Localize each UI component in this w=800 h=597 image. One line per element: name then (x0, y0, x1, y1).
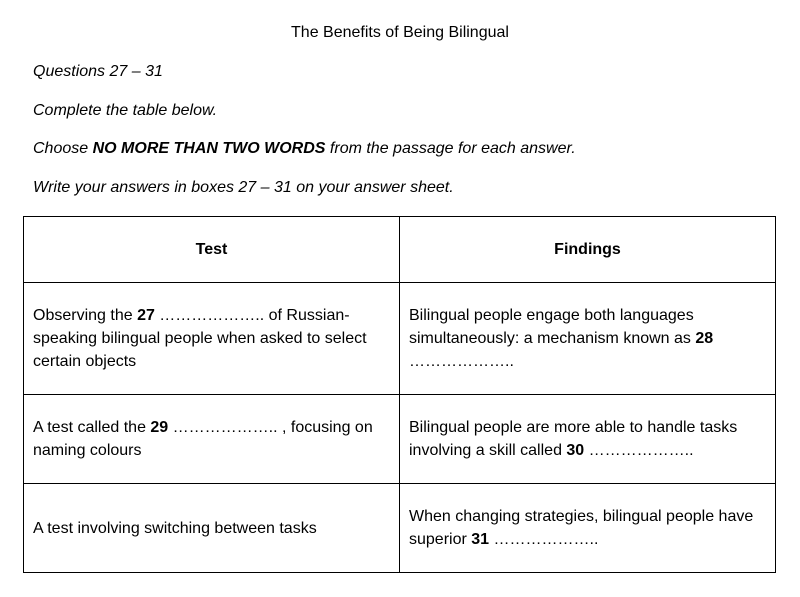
question-number-27: 27 (137, 307, 155, 324)
cell-text: A test called the (33, 419, 151, 436)
cell-findings-row-3 (400, 484, 776, 573)
cell-text: Observing the (33, 307, 138, 324)
table-row (24, 283, 776, 395)
cell-findings-row-1 (400, 283, 776, 395)
answer-blank: ……………….. , focusing on naming colours (33, 419, 373, 459)
instruction-answer-sheet: Write your answers in boxes 27 – 31 on your answer sheet. (33, 179, 454, 196)
answer-blank: ……………….. (489, 531, 599, 548)
page-title: The Benefits of Being Bilingual (291, 24, 509, 41)
question-number-30: 30 (566, 442, 585, 459)
answer-blank: ……………….. (584, 442, 694, 459)
header-test: Test (24, 217, 400, 283)
header-findings: Findings (400, 217, 776, 283)
question-number-31: 31 (471, 531, 490, 548)
question-number-29: 29 (150, 419, 169, 436)
cell-text: When changing strategies, bilingual people have superior (409, 508, 754, 548)
cell-findings-row-2 (400, 395, 776, 484)
cell-text: Bilingual people engage both languages simultaneously: a mechanism known as (409, 307, 696, 347)
instruction-word-limit (33, 140, 576, 158)
questions-table (23, 216, 776, 573)
cell-test-row-2 (24, 395, 400, 484)
cell-test-row-1 (24, 283, 400, 395)
table-row (24, 484, 776, 573)
cell-test-row-3 (24, 484, 400, 573)
instruction-word-limit-bold: NO MORE THAN TWO WORDS (92, 140, 326, 157)
instruction-word-limit-post: from the passage for each answer. (325, 140, 576, 157)
question-number-28: 28 (695, 330, 714, 347)
instruction-word-limit-pre: Choose (33, 140, 93, 157)
table-row (24, 395, 776, 484)
cell-text: A test involving switching between tasks (33, 519, 317, 537)
answer-blank: ……………….. of Russian-speaking bilingual people when asked to select certain objects (33, 307, 367, 370)
cell-text: Bilingual people are more able to handle tasks involving a skill called (409, 419, 738, 459)
table-header-row (24, 217, 776, 283)
answer-blank: ……………….. (409, 353, 514, 370)
questions-range: Questions 27 – 31 (33, 63, 163, 80)
instruction-complete-table: Complete the table below. (33, 102, 218, 119)
